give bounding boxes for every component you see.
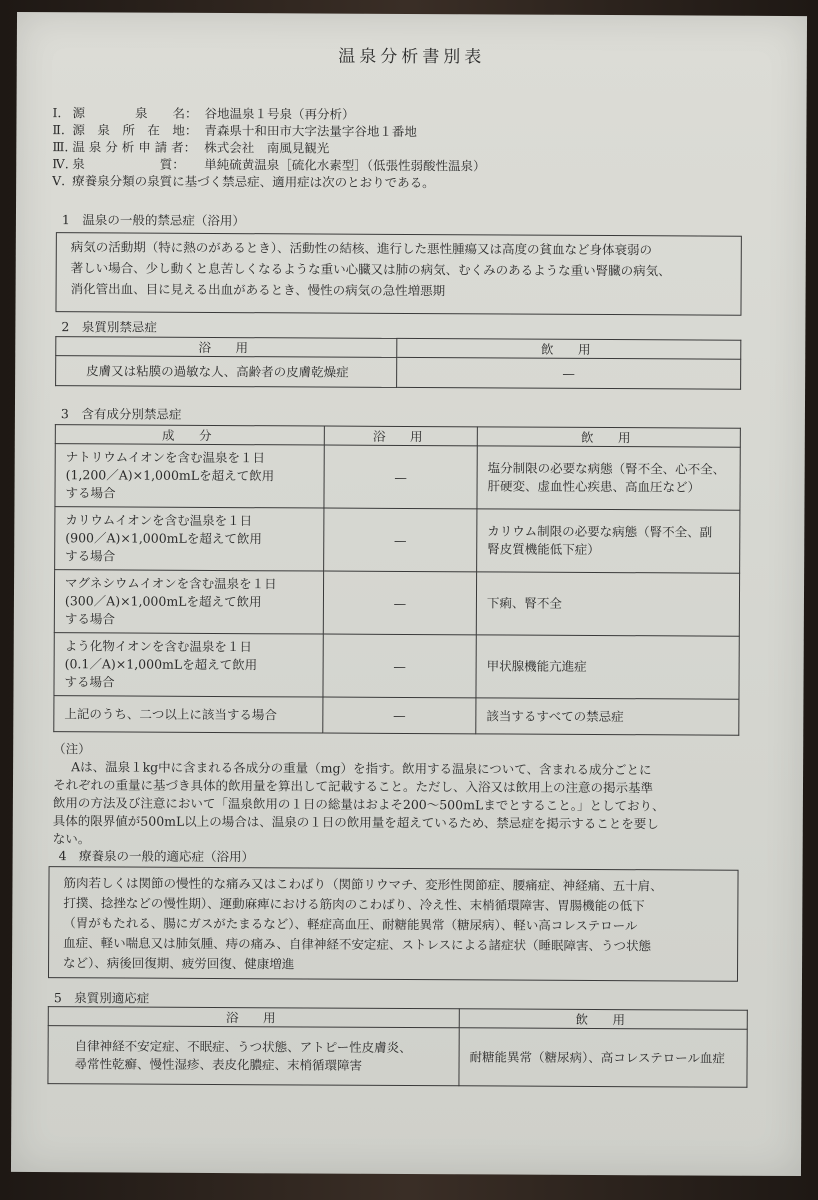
info-row — [52, 172, 485, 191]
info-label: 泉 質： — [72, 156, 185, 172]
drink-cell — [476, 572, 739, 636]
section-1-title: 1 温泉の一般的禁忌症（浴用） — [61, 212, 245, 229]
header-bath: 浴 用 — [56, 337, 397, 358]
info-value: 療養泉分類の泉質に基づく禁忌症、適用症は次のとおりである。 — [72, 173, 435, 191]
component-cell — [54, 570, 323, 634]
info-value: 株式会社 南風見観光 — [204, 139, 330, 156]
text-line: カリウム制限の必要な病態（腎不全、副 — [487, 523, 713, 540]
section-4-line: （胃がもたれる、腸にガスがたまるなど）、軽症高血圧、耐糖能異常（糖尿病）、軽い高コレステロール — [63, 915, 638, 934]
footnote-label: （注） — [53, 741, 91, 757]
info-value: 青森県十和田市大字法量字谷地１番地 — [204, 122, 417, 140]
section-4-line: など）、病後回復期、疲労回復、健康増進 — [63, 955, 295, 972]
header-drink: 飲 用 — [477, 427, 740, 447]
header-bath: 浴 用 — [324, 426, 477, 446]
section-1-line: 著しい場合、少し動くと息苦しくなるような重い心臓又は肺の病気、むくみのあるような重い腎臓の病気、 — [70, 260, 671, 279]
table-row — [54, 633, 739, 700]
section-4-title: 4 療養泉の一般的適応症（浴用） — [58, 848, 255, 865]
document-page — [11, 12, 807, 1176]
text-line: する場合 — [65, 548, 116, 564]
component-cell — [55, 444, 324, 508]
info-num: Ⅱ. — [52, 122, 65, 138]
text-line: 塩分制限の必要な病態（腎不全、心不全、 — [487, 460, 726, 477]
info-num: Ⅴ. — [52, 173, 66, 189]
text-line: 上記のうち、二つ以上に該当する場合 — [64, 705, 277, 722]
component-cell — [54, 696, 323, 733]
text-line: 尋常性乾癬、慢性湿疹、表皮化膿症、末梢循環障害 — [74, 1055, 363, 1073]
footnote — [53, 740, 754, 852]
header-component: 成 分 — [55, 425, 324, 445]
section-4-line: 血症、軽い喘息又は肺気腫、痔の痛み、自律神経不安定症、ストレスによる諸症状（睡眠障害、うつ状態 — [63, 935, 652, 954]
section-3-title: 3 含有成分別禁忌症 — [60, 406, 182, 422]
bath-cell — [48, 1026, 459, 1086]
text-line: する場合 — [65, 485, 116, 501]
text-line: 下痢、腎不全 — [486, 595, 563, 611]
bath-cell: — — [323, 697, 476, 734]
spring-info — [52, 104, 486, 191]
drink-cell — [476, 635, 739, 699]
text-line: マグネシウムイオンを含む温泉を１日 — [65, 575, 277, 592]
section-5-title: 5 泉質別適応症 — [53, 990, 150, 1006]
info-value: 谷地温泉１号泉（再分析） — [204, 105, 355, 122]
info-label: 源 泉 所 在 地： — [72, 122, 198, 138]
header-drink: 飲 用 — [459, 1009, 747, 1030]
drink-cell — [477, 509, 740, 573]
footnote-line: 飲用の方法及び注意において「温泉飲用の１日の総量はおよそ200〜500mLまでとすること。」としており、 — [52, 795, 665, 814]
drink-cell — [477, 446, 740, 510]
table-row — [55, 444, 740, 511]
bath-cell: — — [324, 508, 477, 572]
section-4-line: 筋肉若しくは関節の慢性的な痛み又はこわばり（関節リウマチ、変形性関節症、腰痛症、神経痛、五十肩、 — [63, 875, 663, 894]
bath-cell: 皮膚又は粘膜の過敏な人、高齢者の皮膚乾燥症 — [56, 356, 397, 388]
section-2-title: 2 泉質別禁忌症 — [61, 319, 157, 335]
section-3-table — [53, 424, 741, 736]
section-1-line: 病気の活動期（特に熱のがあるとき）、活動性の結核、進行した悪性腫瘍又は高度の貧血など身体衰弱の — [70, 239, 653, 258]
drink-cell: 耐糖能異常（糖尿病）、高コレステロール血症 — [459, 1028, 747, 1088]
footnote-line: Aは、温泉１kg中に含まれる各成分の重量（mg）を指す。飲用する温泉について、含まれる成分ごとに — [71, 759, 652, 778]
drink-cell — [476, 698, 739, 735]
table-row — [54, 570, 739, 637]
text-line: する場合 — [64, 674, 115, 690]
text-line: (1,200／A)×1,000mLを超えて飲用 — [65, 467, 275, 484]
bath-cell: — — [323, 634, 476, 698]
info-label: 温 泉 分 析 申 請 者： — [72, 139, 197, 155]
bath-cell: — — [323, 571, 476, 635]
info-num: Ⅰ. — [52, 105, 62, 121]
text-line: 甲状腺機能亢進症 — [486, 658, 587, 674]
section-4-line: 打撲、捻挫などの慢性期）、運動麻痺における筋肉のこわばり、冷え性、末梢循環障害、胃腸機能の低下 — [63, 895, 645, 914]
table-row — [55, 507, 740, 574]
text-line: 該当するすべての禁忌症 — [486, 707, 624, 724]
text-line: (0.1／A)×1,000mLを超えて飲用 — [64, 656, 258, 673]
header-bath: 浴 用 — [48, 1007, 459, 1028]
text-line: 腎皮質機能低下症） — [487, 541, 600, 557]
header-drink: 飲 用 — [397, 338, 741, 359]
footnote-line: ない。 — [52, 831, 91, 847]
section-2-table — [55, 336, 741, 390]
text-line: よう化物イオンを含む温泉を１日 — [64, 638, 252, 655]
text-line: ナトリウムイオンを含む温泉を１日 — [65, 449, 266, 466]
document-title: 温泉分析書別表 — [338, 46, 486, 68]
text-line: (300／A)×1,000mLを超えて飲用 — [64, 593, 262, 610]
text-line: 肝硬変、虚血性心疾患、高血圧など） — [487, 478, 701, 495]
footnote-line: 具体的限界値が500mL以上の場合は、温泉の１日の飲用量を超えているため、禁忌症を掲示することを要し — [52, 813, 659, 832]
section-1-box — [55, 232, 741, 316]
text-line: カリウムイオンを含む温泉を１日 — [65, 512, 253, 529]
info-num: Ⅳ. — [52, 156, 69, 172]
table-row — [54, 696, 739, 736]
info-label: 源 泉 名： — [72, 105, 198, 121]
text-line: (900／A)×1,000mLを超えて飲用 — [65, 530, 262, 547]
text-line: 自律神経不安定症、不眠症、うつ状態、アトピー性皮膚炎、 — [74, 1037, 412, 1055]
section-4-box — [48, 866, 739, 982]
section-5-table — [47, 1006, 747, 1088]
section-1-line: 消化管出血、目に見える出血があるとき、慢性の病気の急性増悪期 — [70, 281, 446, 299]
component-cell — [54, 633, 323, 697]
drink-cell: — — [397, 357, 741, 389]
bath-cell: — — [324, 445, 477, 509]
footnote-line: それぞれの重量に基づき具体的飲用量を算出して記載すること。ただし、入浴又は飲用上の注意の掲示基準 — [52, 777, 654, 796]
info-num: Ⅲ. — [52, 139, 69, 155]
text-line: する場合 — [64, 611, 115, 627]
info-value: 単純硫黄温泉［硫化水素型］（低張性弱酸性温泉） — [204, 156, 486, 174]
component-cell — [55, 507, 324, 571]
